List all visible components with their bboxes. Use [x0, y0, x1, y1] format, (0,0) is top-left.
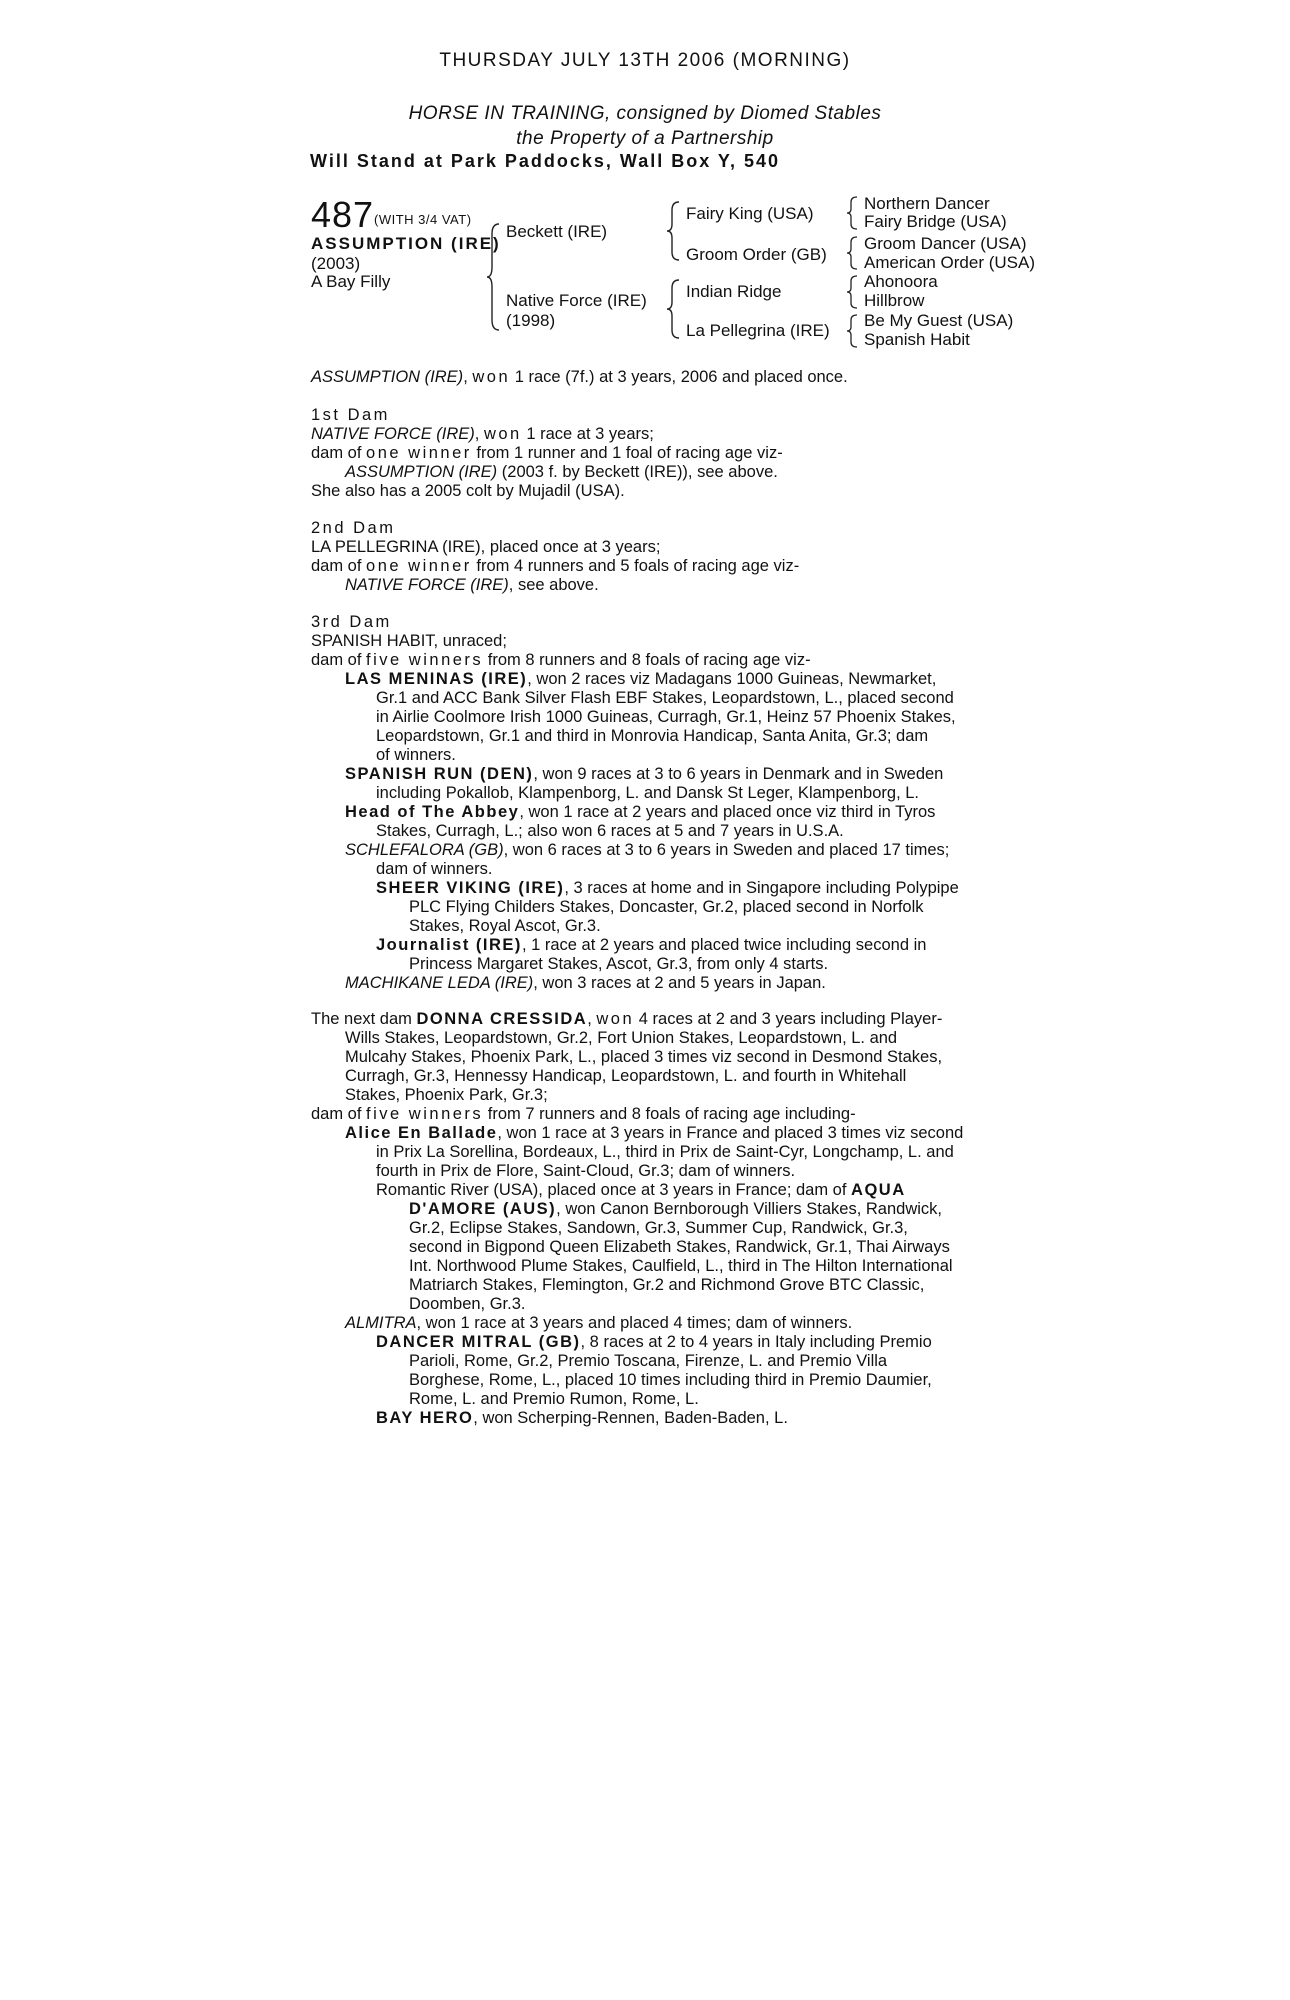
pedigree-sdd: American Order (USA): [864, 253, 1035, 272]
pedigree-brace: [667, 278, 681, 340]
pedigree-dds: Be My Guest (USA): [864, 311, 1014, 330]
pedigree-dam-dam: La Pellegrina (IRE): [686, 321, 830, 340]
pedigree-dam: Native Force (IRE): [506, 291, 647, 310]
section-heading: 2nd Dam: [311, 519, 396, 537]
sale-date: THURSDAY JULY 13TH 2006 (MORNING): [439, 50, 851, 71]
first-dam-section: 1st Dam NATIVE FORCE (IRE), won 1 race at 3 years; dam of one winner from 1 runner and 1 foal of racing age viz- ASSUMPTION (IRE) (2003 f. by Beckett (IRE)), see above. She also has a 2005 colt by Mujadil (USA).: [311, 406, 783, 500]
horse-name: ASSUMPTION (IRE): [311, 234, 501, 253]
pedigree-ddd: Spanish Habit: [864, 330, 970, 349]
horse-year: (2003): [311, 254, 361, 273]
third-dam-section: 3rd Dam SPANISH HABIT, unraced; dam of five winners from 8 runners and 8 foals of racing age viz- LAS MENINAS (IRE), won 2 races viz Madagans 1000 Guineas, Newmarket, Gr.1 and ACC Bank Silver Flash EBF Stakes, Leopardstown, L., placed second in Airlie Coolmore Irish 1000 Guineas, Curragh, Gr.1, Heinz 57 Phoenix Stakes, Leopardstown, Gr.1 and third in Monrovia Handicap, Santa Anita, Gr.3; dam of winners. SPANISH RUN (DEN), won 9 races at 3 to 6 years in Denmark and in Sweden including Pokallob, Klampenborg, L. and Dansk St Leger, Klampenborg, L. Head of The Abbey, won 1 race at 2 years and placed once viz third in Tyros Stakes, Curragh, L.; also won 6 races at 5 and 7 years in U.S.A. SCHLEFALORA (GB), won 6 races at 3 to 6 years in Sweden and placed 17 times; dam of winners. SHEER VIKING (IRE), 3 races at home and in Singapore including Polypipe PLC Flying Childers Stakes, Doncaster, Gr.2, placed second in Norfolk Stakes, Royal Ascot, Gr.3. Journalist (IRE), 1 race at 2 years and placed twice including second in Princess Margaret Stakes, Ascot, Gr.3, from only 4 starts. MACHIKANE LEDA (IRE), won 3 races at 2 and 5 years in Japan.: [311, 613, 959, 992]
second-dam-section: 2nd Dam LA PELLEGRINA (IRE), placed once at 3 years; dam of one winner from 4 runners and 5 foals of racing age viz- NATIVE FORCE (IRE), see above.: [311, 519, 800, 594]
pedigree-dam-year: (1998): [506, 311, 556, 330]
pedigree-dsd: Hillbrow: [864, 291, 925, 310]
section-heading: 3rd Dam: [311, 613, 392, 631]
pedigree-brace: [847, 274, 859, 310]
pedigree-brace: [847, 313, 859, 349]
race-summary: ASSUMPTION (IRE), won 1 race (7f.) at 3 years, 2006 and placed once.: [311, 368, 848, 386]
pedigree-brace: [487, 222, 501, 332]
summary-horse-name: ASSUMPTION (IRE): [311, 368, 464, 386]
pedigree-sire-sire: Fairy King (USA): [686, 204, 814, 223]
section-heading: 1st Dam: [311, 406, 390, 424]
horse-description: A Bay Filly: [311, 272, 391, 291]
lot-number: 487: [311, 194, 375, 235]
consignor-line: HORSE IN TRAINING, consigned by Diomed Stables: [408, 103, 882, 124]
pedigree-brace: [847, 195, 859, 231]
pedigree-brace: [667, 200, 681, 262]
property-line: the Property of a Partnership: [516, 128, 774, 149]
pedigree-ssd: Fairy Bridge (USA): [864, 212, 1007, 231]
pedigree-sds: Groom Dancer (USA): [864, 234, 1027, 253]
box-location-line: Will Stand at Park Paddocks, Wall Box Y, 540: [310, 151, 780, 171]
pedigree-brace: [847, 235, 859, 271]
pedigree-sss: Northern Dancer: [864, 194, 990, 213]
next-dam-section: The next dam DONNA CRESSIDA, won 4 races at 2 and 3 years including Player- Wills Stakes, Leopardstown, Gr.2, Fort Union Stakes, Leopardstown, L. and Mulcahy Stakes, Phoenix Park, L., placed 3 times viz second in Desmond Stakes, Curragh, Gr.3, Hennessy Handicap, Leopardstown, L. and fourth in Whitehall Stakes, Phoenix Park, Gr.3; dam of five winners from 7 runners and 8 foals of racing age including- Alice En Ballade, won 1 race at 3 years in France and placed 3 times viz second in Prix La Sorellina, Bordeaux, L., third in Prix de Saint-Cyr, Longchamp, L. and fourth in Prix de Flore, Saint-Cloud, Gr.3; dam of winners. Romantic River (USA), placed once at 3 years in France; dam of AQUA D'AMORE (AUS), won Canon Bernborough Villiers Stakes, Randwick, Gr.2, Eclipse Stakes, Sandown, Gr.3, Summer Cup, Randwick, Gr.3, second in Bigpond Queen Elizabeth Stakes, Randwick, Gr.1, Thai Airways Int. Northwood Plume Stakes, Caulfield, L., third in The Hilton International Matriarch Stakes, Flemington, Gr.2 and Richmond Grove BTC Classic, Doomben, Gr.3. ALMITRA, won 1 race at 3 years and placed 4 times; dam of winners. DANCER MITRAL (GB), 8 races at 2 to 4 years in Italy including Premio Parioli, Rome, Gr.2, Premio Toscana, Firenze, L. and Premio Villa Borghese, Rome, L., placed 10 times including third in Premio Daumier, Rome, L. and Premio Rumon, Rome, L. BAY HERO, won Scherping-Rennen, Baden-Baden, L.: [311, 1010, 964, 1427]
pedigree-dss: Ahonoora: [864, 272, 938, 291]
vat-note: (WITH 3/4 VAT): [374, 212, 472, 227]
pedigree-sire: Beckett (IRE): [506, 222, 608, 241]
pedigree-dam-sire: Indian Ridge: [686, 282, 782, 301]
pedigree-sire-dam: Groom Order (GB): [686, 245, 827, 264]
